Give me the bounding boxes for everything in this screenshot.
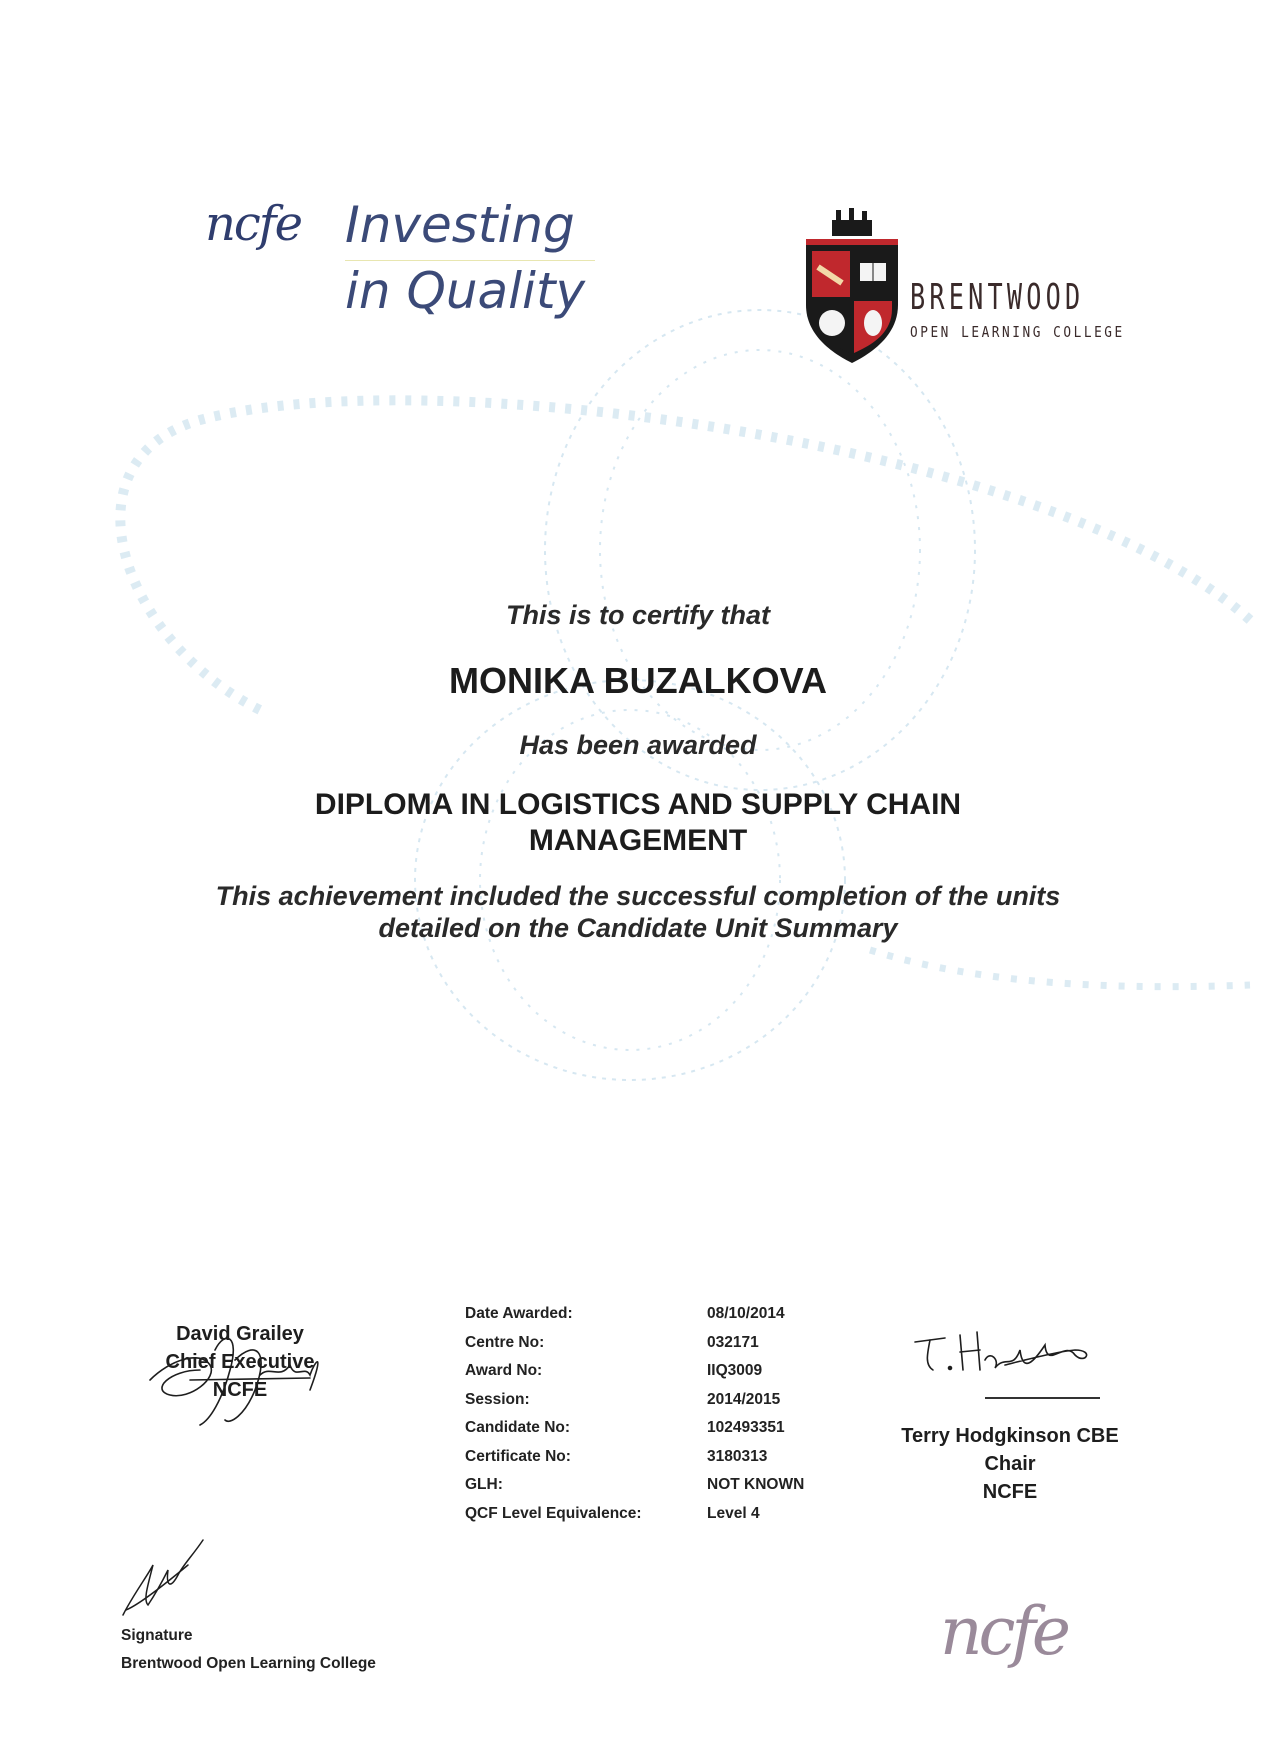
college-signature-label	[121, 1622, 376, 1678]
college-name: BRENTWOOD	[910, 277, 1085, 318]
ncfe-logo	[205, 190, 595, 340]
detail-value: 3180313	[707, 1447, 768, 1465]
qualification-line-1: DIPLOMA IN LOGISTICS AND SUPPLY CHAIN	[314, 788, 962, 821]
certify-intro: This is to certify that	[505, 600, 771, 630]
ncfe-tagline-line2: in Quality	[345, 262, 586, 320]
ncfe-logo-rule	[345, 260, 595, 261]
candidate-name: MONIKA BUZALKOVA	[449, 660, 827, 701]
signatory-left-org: NCFE	[212, 1379, 268, 1401]
detail-label: Candidate No:	[465, 1419, 571, 1436]
signatory-right	[880, 1422, 1140, 1506]
detail-label: Certificate No:	[465, 1447, 571, 1465]
award-details	[465, 1305, 865, 1533]
detail-label: QCF Level Equivalence:	[465, 1504, 642, 1522]
detail-value: 08/10/2014	[707, 1305, 785, 1322]
detail-label: Centre No:	[465, 1333, 545, 1351]
detail-row	[465, 1305, 865, 1334]
detail-label: Session:	[465, 1390, 530, 1408]
signatory-right-org: NCFE	[982, 1481, 1038, 1503]
college-name-footer: Brentwood Open Learning College	[121, 1655, 376, 1672]
ncfe-emblem	[940, 1585, 1100, 1695]
detail-value: NOT KNOWN	[707, 1476, 805, 1493]
qualification-line-2: MANAGEMENT	[528, 824, 748, 857]
signature-college	[118, 1535, 208, 1620]
detail-row	[465, 1362, 865, 1391]
detail-row	[465, 1505, 865, 1534]
detail-row	[465, 1391, 865, 1420]
detail-row	[465, 1334, 865, 1363]
signatory-left-name: David Grailey	[176, 1323, 304, 1345]
signatory-right-title: Chair	[984, 1453, 1036, 1475]
detail-row	[465, 1419, 865, 1448]
college-crest-icon	[802, 205, 902, 365]
detail-label: Date Awarded:	[465, 1305, 573, 1322]
detail-label: Award No:	[465, 1362, 543, 1379]
ncfe-emblem-text: ncfe	[940, 1593, 1067, 1670]
signatory-left	[120, 1320, 360, 1404]
signatory-left-title: Chief Executive	[165, 1351, 315, 1373]
detail-value: 032171	[707, 1333, 759, 1351]
detail-value: 102493351	[707, 1419, 785, 1436]
achievement-statement	[0, 880, 1276, 944]
detail-label: GLH:	[465, 1476, 503, 1493]
detail-value: 2014/2015	[707, 1390, 781, 1408]
detail-value: IIQ3009	[707, 1362, 763, 1379]
signature-terry-hodgkinson	[905, 1320, 1105, 1395]
brentwood-logo	[802, 205, 1125, 370]
signature-line	[985, 1397, 1100, 1399]
awarded-intro: Has been awarded	[519, 730, 757, 760]
signatory-right-name: Terry Hodgkinson CBE	[901, 1425, 1119, 1447]
ncfe-logo-mark: ncfe	[205, 196, 301, 252]
detail-row	[465, 1476, 865, 1505]
ncfe-tagline-line1: Investing	[345, 196, 575, 254]
qualification-title	[0, 787, 1276, 859]
achievement-line-2: detailed on the Candidate Unit Summary	[378, 913, 898, 943]
college-subtitle: OPEN LEARNING COLLEGE	[910, 323, 1125, 341]
detail-value: Level 4	[707, 1504, 760, 1522]
detail-row	[465, 1448, 865, 1477]
signature-label: Signature	[121, 1627, 193, 1644]
achievement-line-1: This achievement included the successful completion of the units	[215, 881, 1061, 911]
